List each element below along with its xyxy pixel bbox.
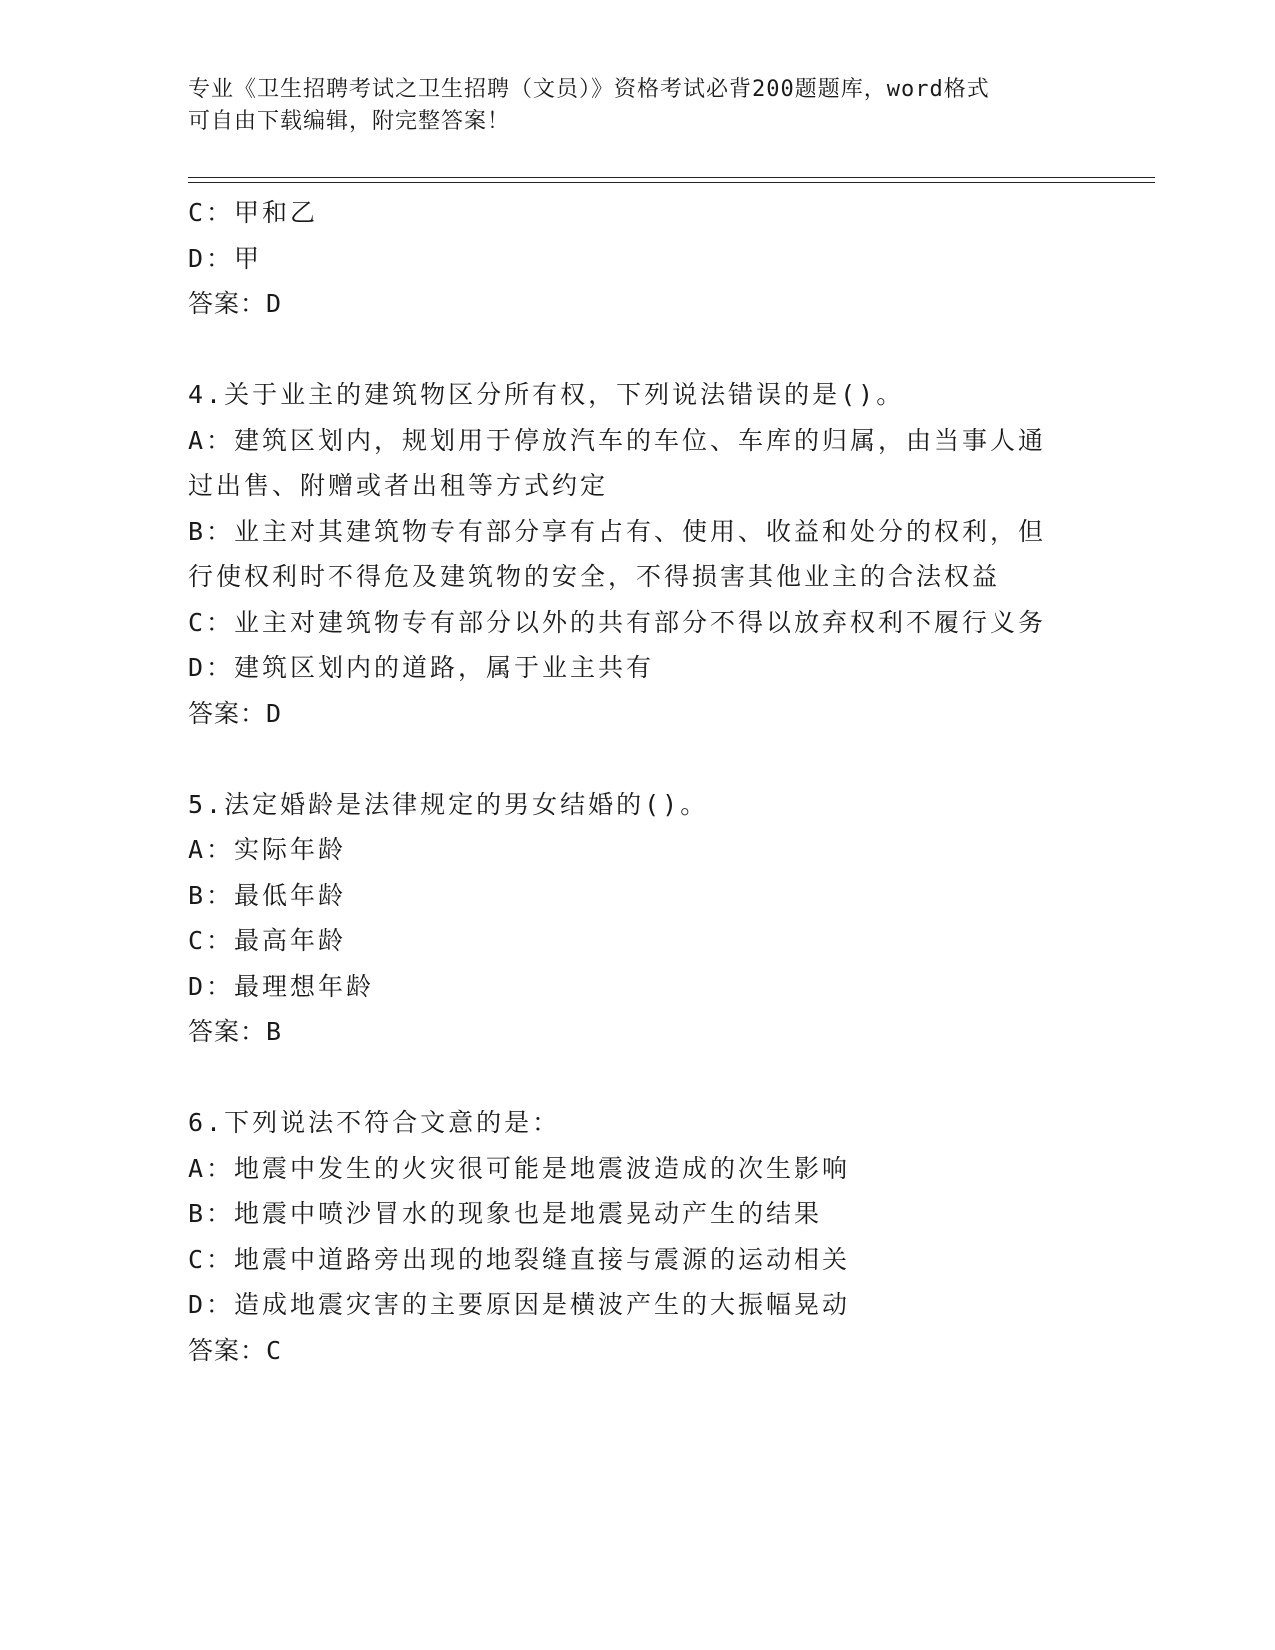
question-stem: 6.下列说法不符合文意的是： xyxy=(188,1108,561,1137)
question-stem: 5.法定婚龄是法律规定的男女结婚的()。 xyxy=(188,789,709,819)
answer-line: 答案：C xyxy=(188,1335,283,1365)
answer-line: 答案：D xyxy=(188,289,283,318)
option-line: C：业主对建筑物专有部分以外的共有部分不得以放弃权利不履行义务 xyxy=(188,607,1047,637)
option-line: A：地震中发生的火灾很可能是地震波造成的次生影响 xyxy=(188,1153,851,1183)
spacer xyxy=(188,1055,1088,1101)
answer-line: 答案：B xyxy=(188,1017,283,1046)
option-line: A：实际年龄 xyxy=(188,835,347,864)
question-content xyxy=(188,190,1088,1373)
option-line: D：建筑区划内的道路，属于业主共有 xyxy=(188,653,655,682)
header-rule-top xyxy=(188,177,1155,178)
answer-line: 答案：D xyxy=(188,698,283,728)
option-line: C：地震中道路旁出现的地裂缝直接与震源的运动相关 xyxy=(188,1244,851,1274)
document-header xyxy=(188,74,1088,138)
spacer xyxy=(188,736,1088,782)
header-line-1: 专业《卫生招聘考试之卫生招聘（文员）》资格考试必背200题题库，word格式 xyxy=(188,77,990,102)
option-line: D：最理想年龄 xyxy=(188,971,375,1001)
option-line: B：地震中喷沙冒水的现象也是地震晃动产生的结果 xyxy=(188,1199,823,1228)
header-rule-bottom xyxy=(188,182,1155,183)
spacer xyxy=(188,327,1088,373)
option-line: 行使权利时不得危及建筑物的安全，不得损害其他业主的合法权益 xyxy=(188,562,1001,591)
option-line: 过出售、附赠或者出租等方式约定 xyxy=(188,471,609,500)
option-line: D：甲 xyxy=(188,243,263,273)
option-line: D：造成地震灾害的主要原因是横波产生的大振幅晃动 xyxy=(188,1290,851,1319)
option-line: C：甲和乙 xyxy=(188,198,319,227)
question-stem: 4.关于业主的建筑物区分所有权，下列说法错误的是()。 xyxy=(188,380,905,409)
option-line: B：最低年龄 xyxy=(188,880,347,910)
option-line: A：建筑区划内，规划用于停放汽车的车位、车库的归属，由当事人通 xyxy=(188,425,1047,455)
header-line-2: 可自由下载编辑，附完整答案！ xyxy=(188,109,511,134)
option-line: C：最高年龄 xyxy=(188,926,347,955)
option-line: B：业主对其建筑物专有部分享有占有、使用、收益和处分的权利，但 xyxy=(188,516,1047,546)
